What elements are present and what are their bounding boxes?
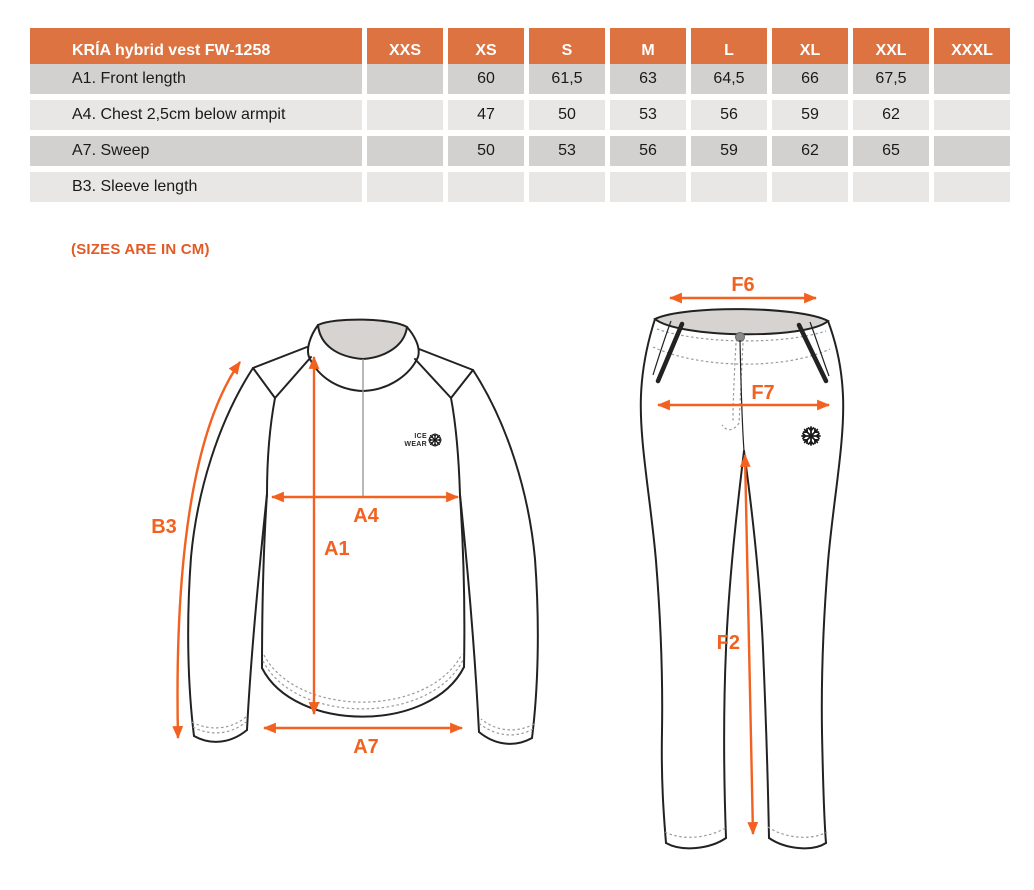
snowflake-icon bbox=[802, 427, 820, 445]
size-value-cell: 59 bbox=[691, 136, 767, 166]
row-label: A7. Sweep bbox=[30, 136, 362, 166]
size-value-cell bbox=[853, 172, 929, 202]
left-side-seam bbox=[262, 494, 267, 668]
left-cuff bbox=[194, 730, 247, 742]
column-header-l: L bbox=[691, 28, 767, 74]
left-shoulder-seam bbox=[253, 347, 307, 368]
pants-outline bbox=[641, 309, 843, 848]
size-value-cell: 47 bbox=[448, 100, 524, 130]
right-inseam bbox=[744, 451, 769, 838]
shirt-outline bbox=[188, 320, 538, 744]
right-cuff bbox=[479, 732, 532, 744]
column-header-m: M bbox=[610, 28, 686, 74]
hem-stitch2 bbox=[264, 654, 462, 702]
row-label: A4. Chest 2,5cm below armpit bbox=[30, 100, 362, 130]
left-raglan-seam bbox=[267, 398, 275, 494]
right-cuff-stitch bbox=[480, 724, 533, 735]
column-header-xxs: XXS bbox=[367, 28, 443, 74]
right-cuff-stitch2 bbox=[481, 719, 534, 730]
a7-label: A7 bbox=[353, 736, 379, 758]
size-value-cell bbox=[367, 172, 443, 202]
size-value-cell bbox=[367, 100, 443, 130]
shirt-diagram bbox=[130, 300, 570, 780]
size-value-cell: 50 bbox=[529, 100, 605, 130]
shirt-measurements bbox=[151, 357, 462, 758]
icewear-logo bbox=[404, 433, 441, 448]
logo-text-line1: ICE bbox=[414, 433, 427, 440]
waistband-stitch2 bbox=[653, 347, 830, 364]
column-header-xxl: XXL bbox=[853, 28, 929, 74]
pants-diagram bbox=[620, 274, 920, 870]
right-shoulder-panel bbox=[415, 359, 473, 398]
size-value-cell: 56 bbox=[610, 136, 686, 166]
size-value-cell bbox=[934, 64, 1010, 94]
f6-label: F6 bbox=[731, 274, 755, 296]
size-value-cell bbox=[448, 172, 524, 202]
right-side-seam bbox=[460, 495, 464, 667]
f7-label: F7 bbox=[751, 382, 775, 404]
row-label: A1. Front length bbox=[30, 64, 362, 94]
b3-sleeve-arrow bbox=[178, 362, 240, 738]
size-value-cell: 63 bbox=[610, 64, 686, 94]
snowflake-icon bbox=[429, 434, 442, 447]
size-value-cell bbox=[610, 172, 686, 202]
f2-label: F2 bbox=[716, 632, 740, 654]
size-value-cell bbox=[934, 172, 1010, 202]
left-outseam bbox=[641, 319, 666, 843]
size-value-cell bbox=[691, 172, 767, 202]
table-title-cell: KRÍA hybrid vest FW-1258 bbox=[30, 28, 362, 74]
right-raglan-seam bbox=[451, 398, 460, 495]
column-header-s: S bbox=[529, 28, 605, 74]
size-value-cell: 67,5 bbox=[853, 64, 929, 94]
left-leg-hem-stitch bbox=[665, 827, 727, 837]
right-shoulder-seam bbox=[419, 349, 473, 370]
size-value-cell bbox=[934, 100, 1010, 130]
size-value-cell: 62 bbox=[772, 136, 848, 166]
b3-label: B3 bbox=[151, 516, 177, 538]
size-value-cell: 61,5 bbox=[529, 64, 605, 94]
size-value-cell: 53 bbox=[610, 100, 686, 130]
size-value-cell: 66 bbox=[772, 64, 848, 94]
size-value-cell bbox=[934, 136, 1010, 166]
logo-text-line2: WEAR bbox=[404, 441, 427, 448]
right-leg-hem-stitch bbox=[768, 827, 827, 837]
size-value-cell: 60 bbox=[448, 64, 524, 94]
right-leg-hem bbox=[769, 838, 826, 848]
right-outseam bbox=[822, 321, 843, 843]
left-cuff-stitch2 bbox=[192, 717, 246, 728]
column-header-xxxl: XXXL bbox=[934, 28, 1010, 74]
size-value-cell bbox=[367, 64, 443, 94]
size-value-cell bbox=[772, 172, 848, 202]
size-value-cell: 65 bbox=[853, 136, 929, 166]
left-cuff-stitch bbox=[193, 722, 246, 733]
row-label: B3. Sleeve length bbox=[30, 172, 362, 202]
size-value-cell: 64,5 bbox=[691, 64, 767, 94]
size-value-cell bbox=[529, 172, 605, 202]
left-leg-hem bbox=[666, 838, 726, 848]
size-value-cell: 50 bbox=[448, 136, 524, 166]
left-shoulder-panel bbox=[253, 357, 311, 398]
a4-label: A4 bbox=[353, 505, 379, 527]
pants-measurements bbox=[658, 274, 829, 834]
size-value-cell: 56 bbox=[691, 100, 767, 130]
right-sleeve-outer bbox=[473, 370, 538, 738]
size-value-cell: 53 bbox=[529, 136, 605, 166]
left-sleeve-outer bbox=[188, 368, 253, 736]
left-pocket-opening bbox=[658, 324, 682, 381]
size-table bbox=[30, 28, 1010, 202]
size-value-cell: 62 bbox=[853, 100, 929, 130]
fly-stitch bbox=[733, 343, 736, 421]
a1-label: A1 bbox=[324, 538, 350, 560]
size-value-cell bbox=[367, 136, 443, 166]
column-header-xs: XS bbox=[448, 28, 524, 74]
column-header-xl: XL bbox=[772, 28, 848, 74]
collar-inner bbox=[318, 320, 407, 359]
size-value-cell: 59 bbox=[772, 100, 848, 130]
sizes-unit-note: (SIZES ARE IN CM) bbox=[71, 241, 210, 258]
